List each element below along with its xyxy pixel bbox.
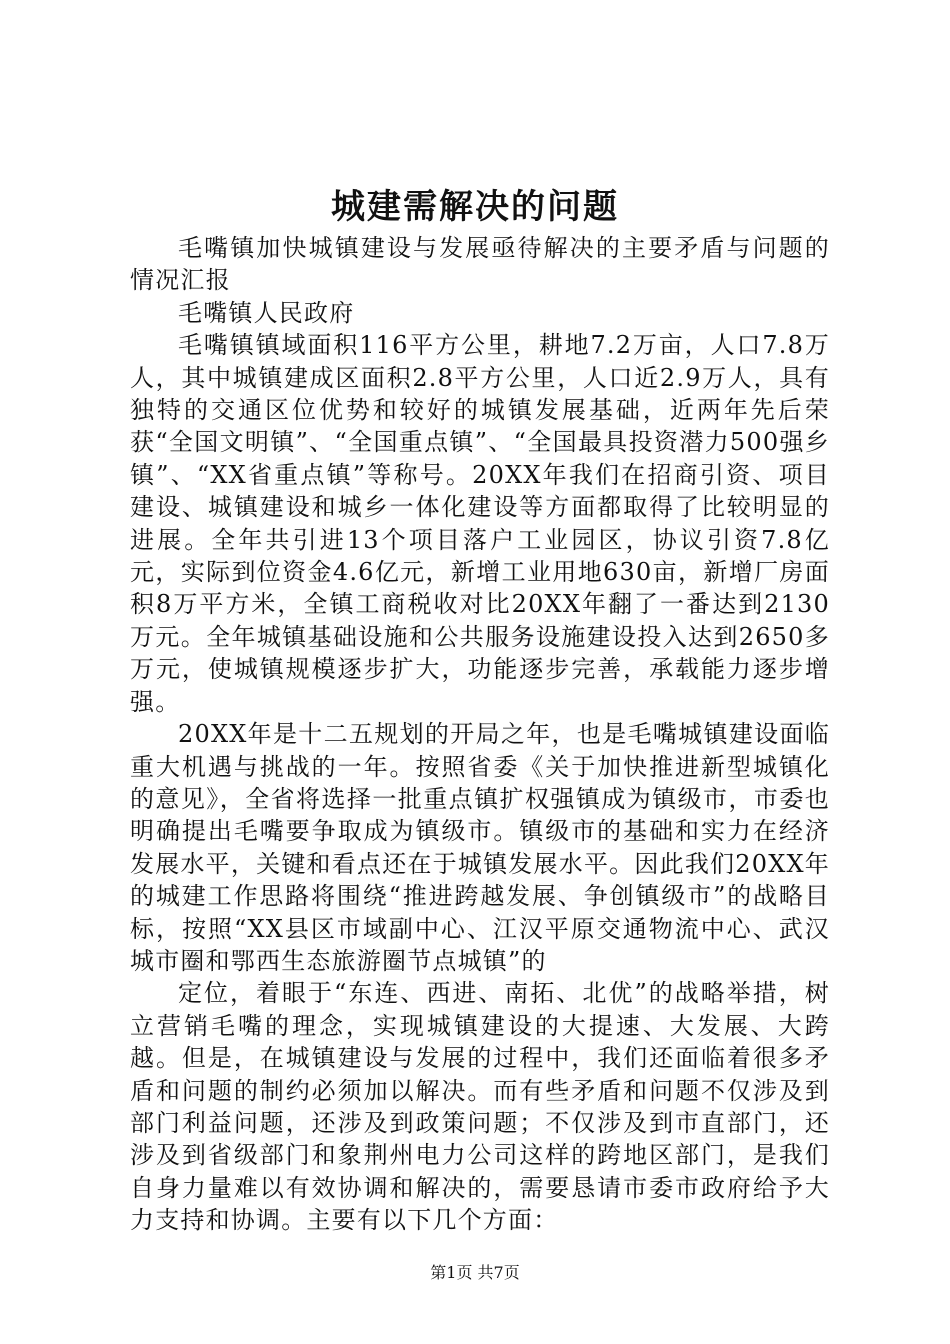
document-body — [130, 232, 830, 1237]
problems-paragraph: 定位，着眼于“东连、西进、南拓、北优”的战略举措，树立营销毛嘴的理念，实现城镇建设的大提速、大发展、大跨越。但是，在城镇建设与发展的过程中，我们还面临着很多矛盾和问题的制约必须加以解决。而有些矛盾和问题不仅涉及到部门利益问题，还涉及到政策问题；不仅涉及到市直部门，还涉及到省级部门和象荆州电力公司这样的跨地区部门，是我们自身力量难以有效协调和解决的，需要恳请市委市政府给予大力支持和协调。主要有以下几个方面： — [130, 979, 830, 1235]
plan-paragraph: 20XX年是十二五规划的开局之年，也是毛嘴城镇建设面临重大机遇与挑战的一年。按照省委《关于加快推进新型城镇化的意见》，全省将选择一批重点镇扩权强镇成为镇级市，市委也明确提出毛嘴要争取成为镇级市。镇级市的基础和实力在经济发展水平，关键和看点还在于城镇发展水平。因此我们20XX年的城建工作思路将围绕“推进跨越发展、争创镇级市”的战略目标，按照“XX县区市域副中心、江汉平原交通物流中心、武汉城市圈和鄂西生态旅游圈节点城镇”的 — [130, 720, 830, 975]
overview-paragraph: 毛嘴镇镇域面积116平方公里，耕地7.2万亩，人口7.8万人，其中城镇建成区面积2.8平方公里，人口近2.9万人，具有独特的交通区位优势和较好的城镇发展基础，近两年先后荣获“全国文明镇”、“全国重点镇”、“全国最具投资潜力500强乡镇”、“XX省重点镇”等称号。20XX年我们在招商引资、项目建设、城镇建设和城乡一体化建设等方面都取得了比较明显的进展。全年共引进13个项目落户工业园区，协议引资7.8亿元，实际到位资金4.6亿元，新增工业用地630亩，新增厂房面积8万平方米，全镇工商税收对比20XX年翻了一番达到2130万元。全年城镇基础设施和公共服务设施建设投入达到2650多万元，使城镇规模逐步扩大，功能逐步完善，承载能力逐步增强。 — [130, 331, 830, 716]
report-heading-paragraph: 毛嘴镇加快城镇建设与发展亟待解决的主要矛盾与问题的情况汇报 — [130, 234, 830, 295]
page-number-footer: 第1页 共7页 — [430, 1263, 520, 1282]
document-title: 城建需解决的问题 — [331, 187, 619, 227]
issuer-paragraph: 毛嘴镇人民政府 — [178, 298, 355, 327]
